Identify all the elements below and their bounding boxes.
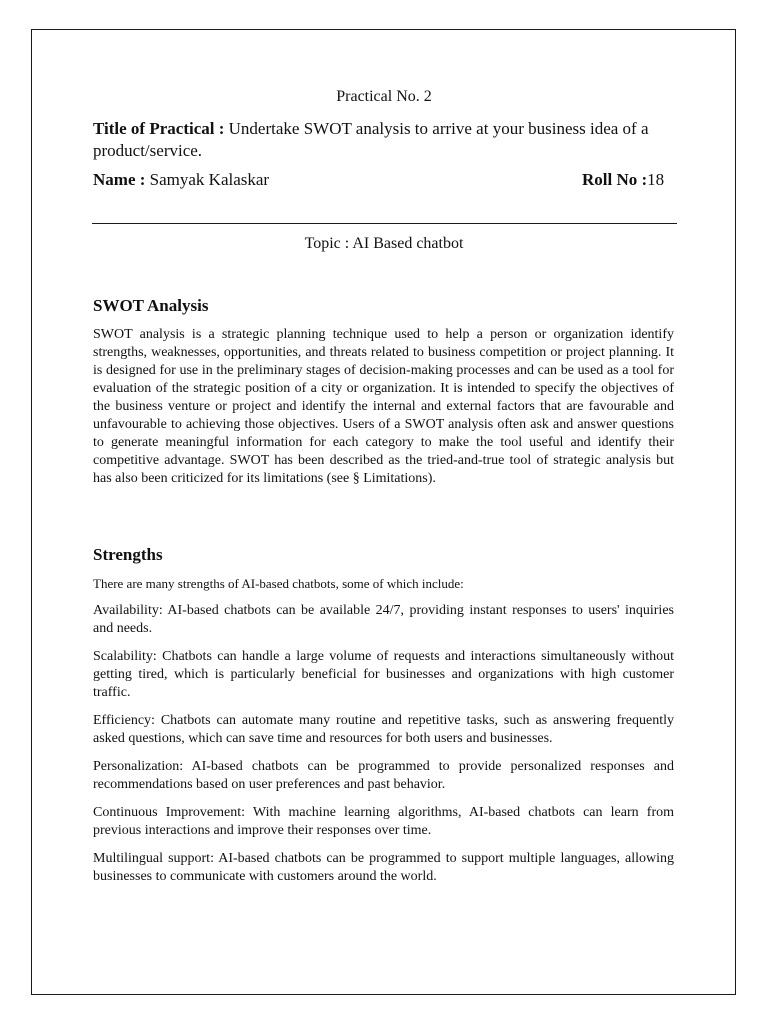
strength-item-scalability: Scalability: Chatbots can handle a large volume of requests and interactions simultaneously without getting tired, which is particularly beneficial for businesses and organizations with high customer traffic. xyxy=(93,649,674,700)
strength-item-continuous-improvement: Continuous Improvement: With machine learning algorithms, AI-based chatbots can learn from previous interactions and improve their responses over time. xyxy=(93,805,674,838)
title-text: Undertake SWOT analysis to arrive at your business idea of a product/service. xyxy=(93,119,649,160)
strength-item-personalization: Personalization: AI-based chatbots can be programmed to provide personalized responses and recommendations based on user preferences and past behavior. xyxy=(93,759,674,792)
title-label: Title of Practical : xyxy=(93,119,225,138)
topic-line: Topic : AI Based chatbot xyxy=(304,235,464,252)
strength-item-multilingual: Multilingual support: AI-based chatbots can be programmed to support multiple languages, allowing businesses to communicate with customers around the world. xyxy=(93,851,674,884)
practical-title xyxy=(93,118,683,162)
roll-value: 18 xyxy=(647,170,665,189)
roll-label: Roll No : xyxy=(582,170,648,189)
swot-paragraph: SWOT analysis is a strategic planning technique used to help a person or organization identify strengths, weaknesses, opportunities, and threats related to business competition or project planning. It is designed for use in the preliminary stages of decision-making processes and can be used as a tool for evaluation of the strategic position of a city or organization. It is intended to specify the objectives of the business venture or project and identify the internal and external factors that are favourable and unfavourable to achieving those objectives. Users of a SWOT analysis often ask and answer questions to generate meaningful information for each category to make the tool useful and identify their competitive advantage. SWOT has been described as the tried-and-true tool of strategic analysis but has also been criticized for its limitations (see § Limitations). xyxy=(93,327,674,486)
name-label: Name : xyxy=(93,170,146,189)
student-name xyxy=(93,170,269,190)
strengths-intro: There are many strengths of AI-based chatbots, some of which include: xyxy=(93,576,464,591)
strengths-heading: Strengths xyxy=(93,545,163,564)
swot-heading: SWOT Analysis xyxy=(93,296,209,315)
roll-number xyxy=(582,170,664,190)
strength-item-efficiency: Efficiency: Chatbots can automate many routine and repetitive tasks, such as answering frequently asked questions, which can save time and resources for both users and businesses. xyxy=(93,713,674,746)
practical-number: Practical No. 2 xyxy=(336,88,432,105)
name-value: Samyak Kalaskar xyxy=(145,170,270,189)
header-divider xyxy=(92,223,677,224)
strength-item-availability: Availability: AI-based chatbots can be available 24/7, providing instant responses to users' inquiries and needs. xyxy=(93,603,674,636)
